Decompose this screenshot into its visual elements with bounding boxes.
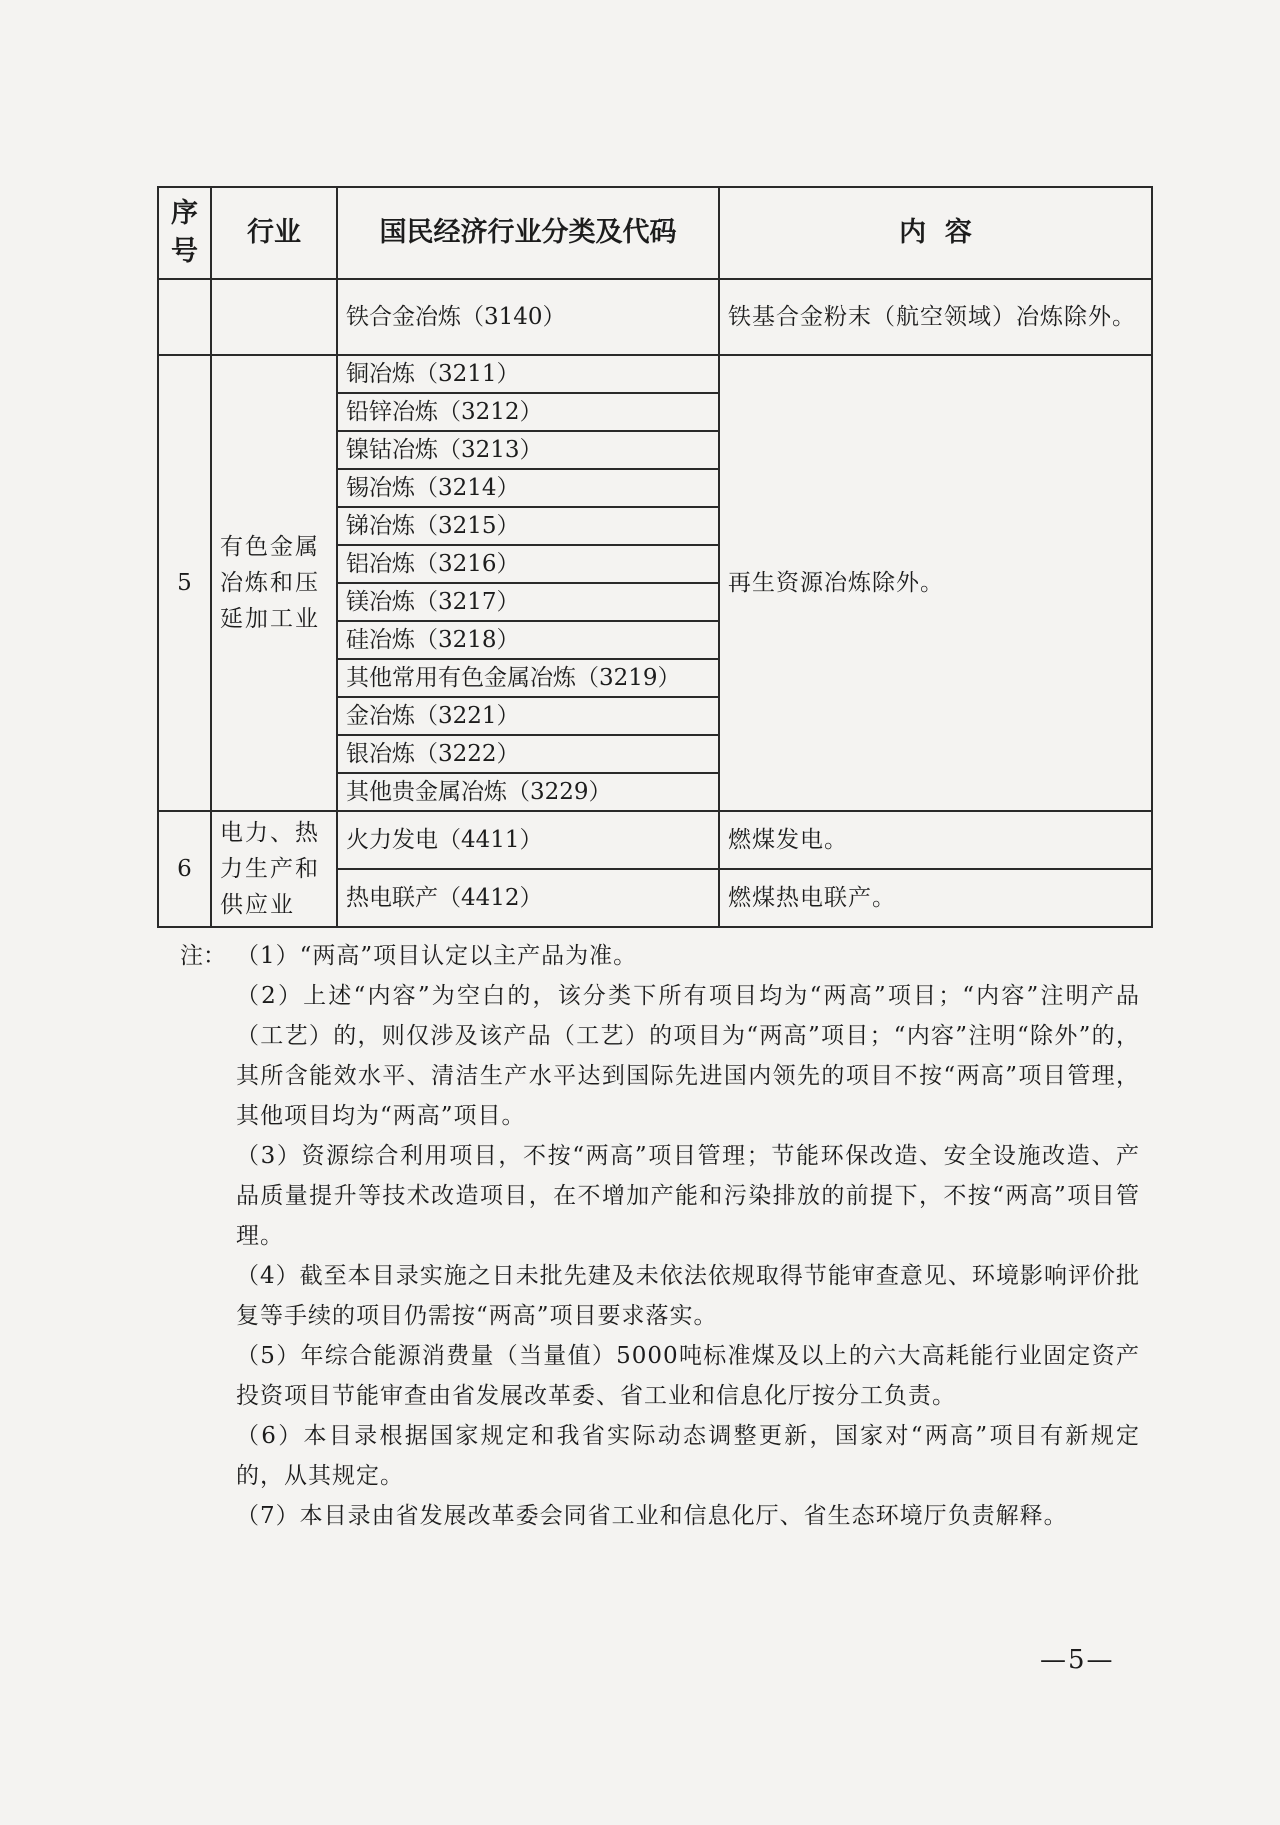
code-cell: 火力发电（4411） — [337, 811, 719, 869]
note-first-line — [180, 936, 1140, 976]
code-cell: 其他常用有色金属冶炼（3219） — [337, 659, 719, 697]
note-item: （1）“两高”项目认定以主产品为准。 — [236, 943, 638, 969]
code-cell: 锡冶炼（3214） — [337, 469, 719, 507]
code-cell: 铅锌冶炼（3212） — [337, 393, 719, 431]
code-cell: 热电联产（4412） — [337, 869, 719, 927]
note-item: （3）资源综合利用项目，不按“两高”项目管理；节能环保改造、安全设施改造、产品质量提升等技术改造项目，在不增加产能和污染排放的前提下，不按“两高”项目管理。 — [236, 1143, 1140, 1249]
note-item: （2）上述“内容”为空白的，该分类下所有项目均为“两高”项目；“内容”注明产品（工艺）的，则仅涉及该产品（工艺）的项目为“两高”项目；“内容”注明“除外”的，其所含能效水平、清洁生产水平达到国际先进国内领先的项目不按“两高”项目管理，其他项目均为“两高”项目。 — [236, 983, 1140, 1129]
page-number: —5— — [1040, 1645, 1115, 1675]
content-cell: 燃煤发电。 — [719, 811, 1152, 869]
note-item: （6）本目录根据国家规定和我省实际动态调整更新，国家对“两高”项目有新规定的，从其规定。 — [236, 1423, 1140, 1489]
code-cell: 硅冶炼（3218） — [337, 621, 719, 659]
code-cell: 镍钴冶炼（3213） — [337, 431, 719, 469]
code-cell: 铜冶炼（3211） — [337, 355, 719, 393]
note-item: （4）截至本目录实施之日未批先建及未依法依规取得节能审查意见、环境影响评价批复等手续的项目仍需按“两高”项目要求落实。 — [236, 1263, 1140, 1329]
code-cell: 其他贵金属冶炼（3229） — [337, 773, 719, 811]
code-cell: 铁合金冶炼（3140） — [337, 279, 719, 355]
seq-cell — [158, 279, 211, 355]
seq-cell: 5 — [158, 355, 211, 811]
table-header-row — [158, 187, 1152, 279]
header-industry: 行业 — [211, 187, 337, 279]
header-seq — [158, 187, 211, 279]
content-cell: 铁基合金粉末（航空领域）冶炼除外。 — [719, 279, 1152, 355]
header-seq-top: 序 — [171, 198, 198, 229]
table-row — [158, 355, 1152, 393]
note-item: （7）本目录由省发展改革委会同省工业和信息化厅、省生态环境厅负责解释。 — [236, 1503, 1068, 1529]
code-cell: 铝冶炼（3216） — [337, 545, 719, 583]
content-cell: 再生资源冶炼除外。 — [719, 355, 1152, 811]
industry-catalog-table — [157, 186, 1153, 928]
table-row — [158, 811, 1152, 869]
header-content: 内 容 — [719, 187, 1152, 279]
table-row — [158, 279, 1152, 355]
header-classification: 国民经济行业分类及代码 — [337, 187, 719, 279]
industry-cell: 电力、热力生产和供应业 — [211, 811, 337, 927]
seq-cell: 6 — [158, 811, 211, 927]
notes-section — [180, 936, 1140, 1536]
code-cell: 金冶炼（3221） — [337, 697, 719, 735]
industry-cell — [211, 279, 337, 355]
note-item: （5）年综合能源消费量（当量值）5000吨标准煤及以上的六大高耗能行业固定资产投资项目节能审查由省发展改革委、省工业和信息化厅按分工负责。 — [236, 1343, 1140, 1409]
header-seq-bottom: 号 — [171, 236, 198, 267]
notes-prefix: 注： — [180, 943, 226, 969]
code-cell: 锑冶炼（3215） — [337, 507, 719, 545]
code-cell: 银冶炼（3222） — [337, 735, 719, 773]
code-cell: 镁冶炼（3217） — [337, 583, 719, 621]
content-cell: 燃煤热电联产。 — [719, 869, 1152, 927]
industry-cell: 有色金属冶炼和压延加工业 — [211, 355, 337, 811]
